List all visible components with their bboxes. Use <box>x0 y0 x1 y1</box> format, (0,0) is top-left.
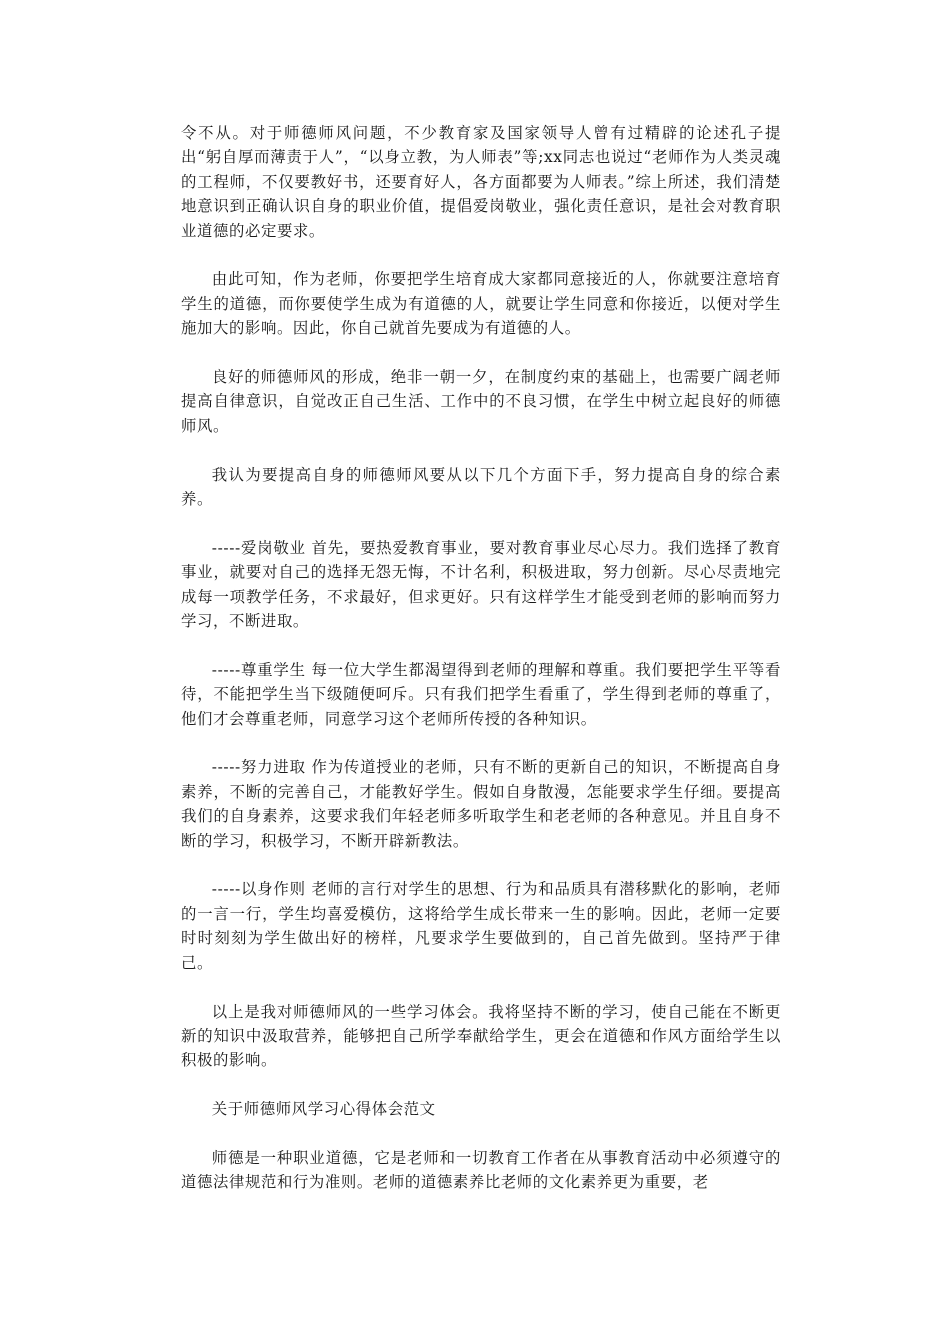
paragraph-conclusion: 以上是我对师德师风的一些学习体会。我将坚持不断的学习，使自己能在不断更新的知识中汲取营养，能够把自己所学奉献给学生，更会在道德和作风方面给学生以积极的影响。 <box>181 1002 781 1070</box>
paragraph-continuation: 令不从。对于师德师风问题，不少教育家及国家领导人曾有过精辟的论述孔子提出“躬自厚而薄责于人”，“以身立教，为人师表”等;xx同志也说过“老师作为人类灵魂的工程师，不仅要教好书，还要育好人，各方面都要为人师表。”综上所述，我们清楚地意识到正确认识自身的职业价值，提倡爱岗敬业，强化责任意识，是社会对教育职业道德的必定要求。 <box>181 124 781 240</box>
paragraph-self-discipline: 良好的师德师风的形成，绝非一朝一夕，在制度约束的基础上，也需要广阔老师提高自律意识，自觉改正自己生活、工作中的不良习惯，在学生中树立起良好的师德师风。 <box>181 368 781 435</box>
section-heading: 关于师德师风学习心得体会范文 <box>211 1100 436 1119</box>
paragraph-moral-education: 由此可知，作为老师，你要把学生培育成大家都同意接近的人，你就要注意培育学生的道德，而你要使学生成为有道德的人，就要让学生同意和你接近，以便对学生施加大的影响。因此，你自己就首先要成为有道德的人。 <box>181 270 781 338</box>
paragraph-strive-forward: -----努力进取 作为传道授业的老师，只有不断的更新自己的知识，不断提高自身素养，不断的完善自己，才能教好学生。假如自身散漫，怎能要求学生仔细。要提高我们的自身素养，这要求我们年轻老师多听取学生和老老师的各种意见。并且自身不断的学习，积极学习，不断开辟新教法。 <box>181 758 781 850</box>
paragraph-teacher-ethics: 师德是一种职业道德，它是老师和一切教育工作者在从事教育活动中必须遵守的道德法律规范和行为准则。老师的道德素养比老师的文化素养更为重要，老 <box>181 1148 781 1192</box>
document-body <box>181 121 781 1219</box>
paragraph-improvement-intro: 我认为要提高自身的师德师风要从以下几个方面下手，努力提高自身的综合素养。 <box>181 465 781 509</box>
paragraph-lead-by-example: -----以身作则 老师的言行对学生的思想、行为和品质具有潜移默化的影响，老师的一言一行，学生均喜爱模仿，这将给学生成长带来一生的影响。因此，老师一定要时时刻刻为学生做出好的榜样，凡要求学生要做到的，自己首先做到。坚持严于律己。 <box>181 880 781 972</box>
paragraph-respect-students: -----尊重学生 每一位大学生都渴望得到老师的理解和尊重。我们要把学生平等看待，不能把学生当下级随便呵斥。只有我们把学生看重了，学生得到老师的尊重了，他们才会尊重老师，同意学习这个老师所传授的各种知识。 <box>181 660 781 728</box>
paragraph-love-job: -----爱岗敬业 首先，要热爱教育事业，要对教育事业尽心尽力。我们选择了教育事业，就要对自己的选择无怨无悔，不计名利，积极进取，努力创新。尽心尽责地完成每一项教学任务，不求最好，但求更好。只有这样学生才能受到老师的影响而努力学习，不断进取。 <box>181 538 781 631</box>
